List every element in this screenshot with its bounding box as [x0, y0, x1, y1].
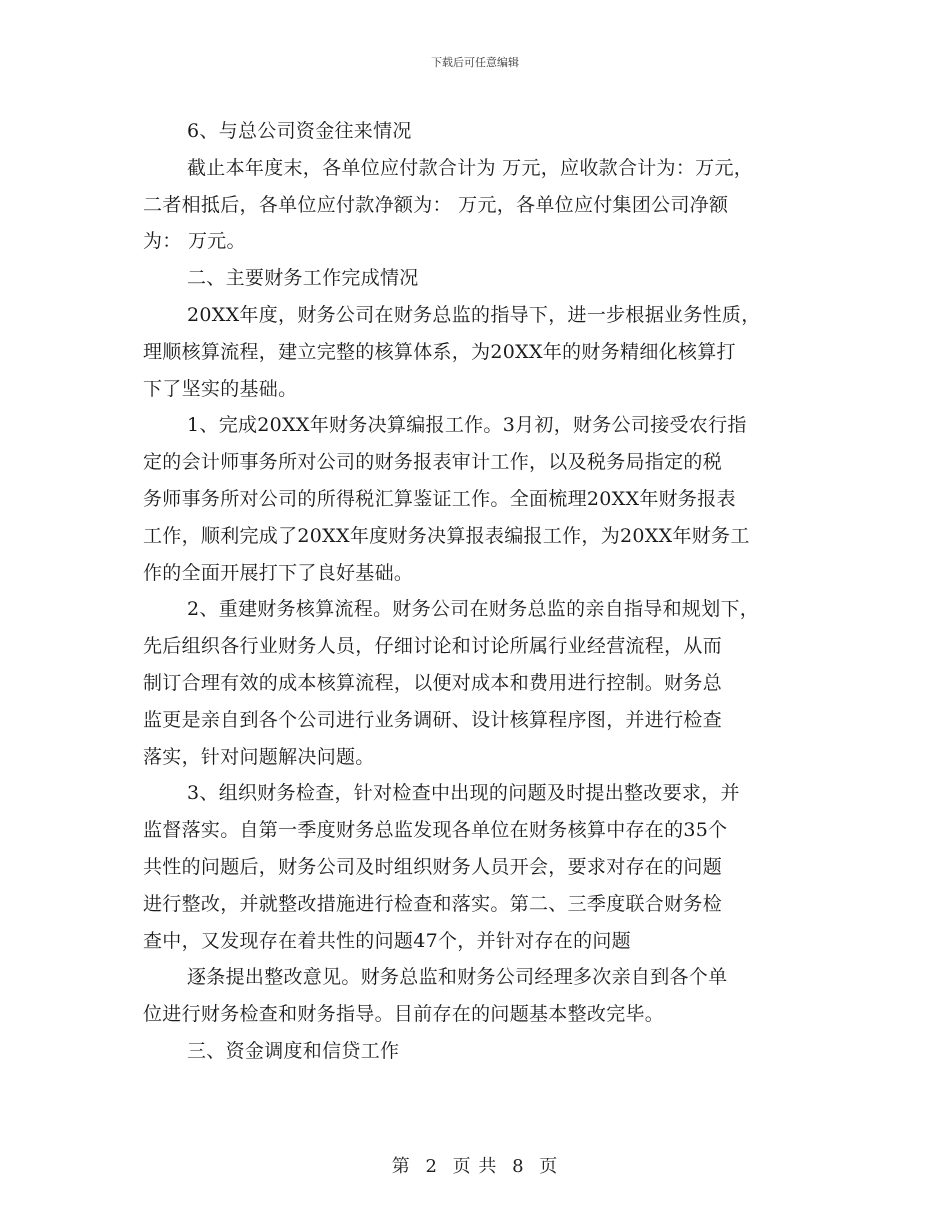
- body-line: 20XX年度，财务公司在财务总监的指导下，进一步根据业务性质，: [187, 303, 761, 326]
- section-heading: 二、主要财务工作完成情况: [187, 267, 419, 290]
- body-line: 3、组织财务检查，针对检查中出现的问题及时提出整改要求，并: [187, 782, 740, 805]
- body-line: 下了坚实的基础。: [143, 377, 298, 400]
- body-line: 先后组织各行业财务人员，仔细讨论和讨论所属行业经营流程，从而: [143, 635, 723, 658]
- page-header: 下载后可任意编辑: [431, 56, 519, 69]
- footer-prefix: 第: [391, 1156, 411, 1177]
- body-line: 查中，又发现存在着共性的问题47个，并针对存在的问题: [143, 929, 631, 952]
- footer-suffix: 页: [539, 1156, 559, 1177]
- body-line: 2、重建财务核算流程。财务公司在财务总监的亲自指导和规划下，: [187, 598, 760, 621]
- body-line: 6、与总公司资金往来情况: [187, 120, 412, 142]
- body-line: 定的会计师事务所对公司的财务报表审计工作，以及税务局指定的税: [143, 451, 723, 474]
- body-line: 理顺核算流程，建立完整的核算体系，为20XX年的财务精细化核算打: [143, 340, 736, 363]
- body-line: 逐条提出整改意见。财务总监和财务公司经理多次亲自到各个单: [187, 966, 728, 989]
- body-line: 作的全面开展打下了良好基础。: [143, 561, 414, 584]
- body-line: 为： 万元。: [143, 230, 246, 253]
- total-page-count: 8: [512, 1156, 525, 1177]
- footer-middle: 页 共: [452, 1156, 498, 1177]
- body-line: 截止本年度末，各单位应付款合计为 万元，应收款合计为：万元，: [187, 156, 754, 179]
- body-line: 监督落实。自第一季度财务总监发现各单位在财务核算中存在的35个: [143, 819, 728, 842]
- page-footer: [0, 1152, 950, 1178]
- body-line: 工作，顺利完成了20XX年度财务决算报表编报工作，为20XX年财务工: [143, 524, 750, 547]
- section-heading: 三、资金调度和信贷工作: [187, 1039, 400, 1062]
- body-line: 制订合理有效的成本核算流程，以便对成本和费用进行控制。财务总: [143, 671, 723, 694]
- body-line: 监更是亲自到各个公司进行业务调研、设计核算程序图，并进行检查: [143, 708, 723, 731]
- body-line: 1、完成20XX年财务决算编报工作。3月初，财务公司接受农行指: [187, 414, 747, 437]
- body-line: 共性的问题后，财务公司及时组织财务人员开会，要求对存在的问题: [143, 855, 723, 878]
- current-page-number: 2: [425, 1156, 438, 1177]
- document-body: [143, 113, 813, 1070]
- body-line: 进行整改，并就整改措施进行检查和落实。第二、三季度联合财务检: [143, 892, 723, 915]
- body-line: 务师事务所对公司的所得税汇算鉴证工作。全面梳理20XX年财务报表: [143, 487, 736, 510]
- body-line: 落实，针对问题解决问题。: [143, 745, 375, 768]
- body-line: 二者相抵后，各单位应付款净额为： 万元，各单位应付集团公司净额: [143, 193, 729, 216]
- body-line: 位进行财务检查和财务指导。目前存在的问题基本整改完毕。: [143, 1003, 665, 1026]
